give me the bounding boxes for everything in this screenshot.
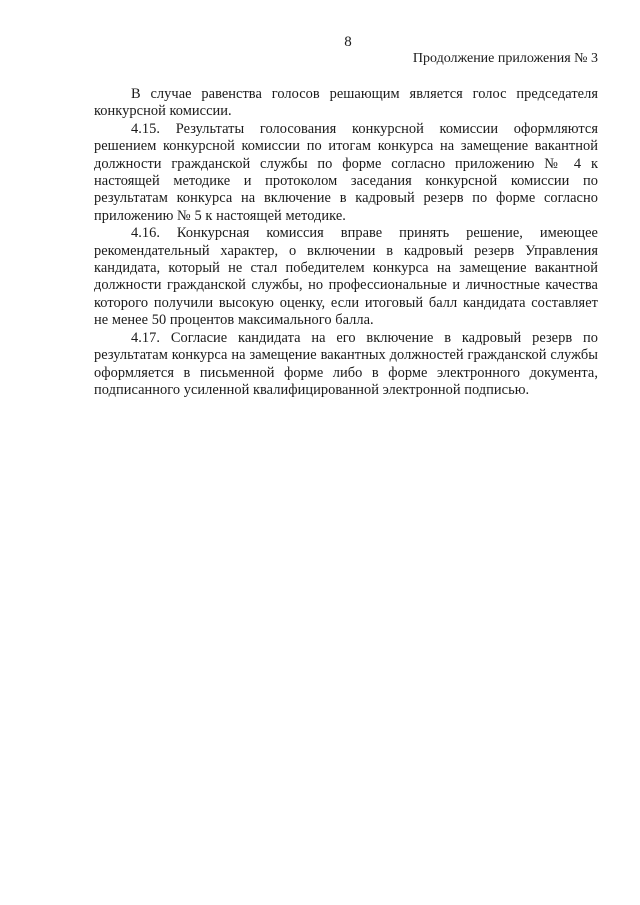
paragraph-4-15: 4.15. Результаты голосования конкурсной комиссии оформляются решением конкурсной комиссии по итогам конкурса на замещение вакантной должности гражданской службы по форме согласно приложению № 4 к настоящей методике и протоколом заседания конкурсной комиссии по результатам конкурса на включение в кадровый резерв по форме согласно приложению № 5 к настоящей методике. xyxy=(94,120,598,224)
paragraph-tie-vote: В случае равенства голосов решающим является голос председателя конкурсной комиссии. xyxy=(94,86,598,120)
paragraph-4-17: 4.17. Согласие кандидата на его включение в кадровый резерв по результатам конкурса на замещение вакантных должностей гражданской службы оформляется в письменной форме либо в форме электронного документа, подписанного усиленной квалифицированной электронной подписью. xyxy=(94,329,598,398)
page-number: 8 xyxy=(344,34,352,50)
paragraph-4-16: 4.16. Конкурсная комиссия вправе принять решение, имеющее рекомендательный характер, о включении в кадровый резерв Управления кандидата, который не стал победителем конкурса на замещение вакантной должности гражданской службы, но профессиональные и личностные качества которого получили высокую оценку, если итоговый балл кандидата составляет не менее 50 процентов максимального балла. xyxy=(94,225,598,329)
appendix-continuation-note: Продолжение приложения № 3 xyxy=(412,51,598,66)
document-body xyxy=(94,86,598,399)
